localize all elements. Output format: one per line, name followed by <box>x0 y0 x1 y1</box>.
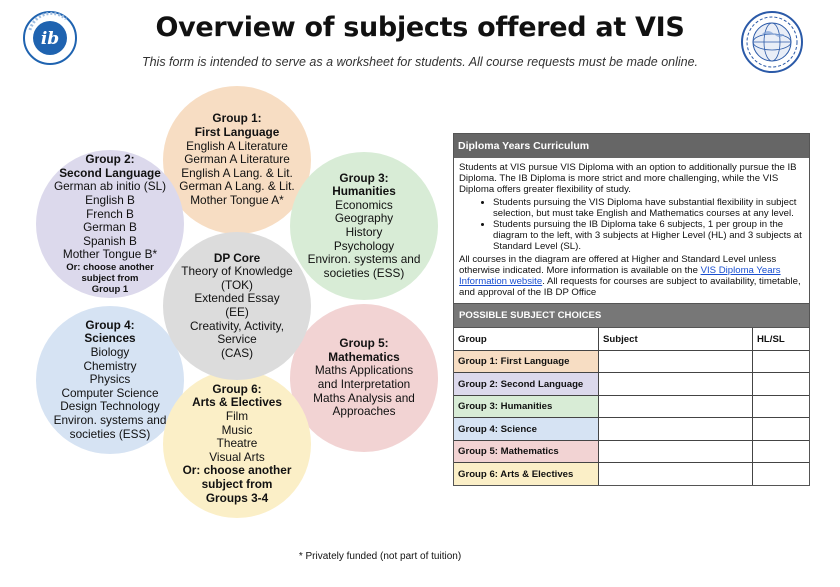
page-subtitle: This form is intended to serve as a worksheet for students. All course requests must be made online. <box>141 55 699 69</box>
group-1-circle <box>163 86 311 234</box>
group-cell: Group 5: Mathematics <box>454 440 599 463</box>
panel-bullets <box>459 197 804 253</box>
group-4-subtitle: Sciences <box>84 331 136 346</box>
group-3-item: History <box>345 225 383 239</box>
footnote: * Privately funded (not part of tuition) <box>298 551 462 562</box>
group-6-item: Theatre <box>216 436 258 451</box>
group-2-item: German ab initio (SL) <box>53 179 167 194</box>
group-4-circle <box>36 306 184 454</box>
level-cell[interactable] <box>753 395 810 418</box>
group-6-item: Visual Arts <box>209 449 265 464</box>
group-4-item: Design Technology <box>60 399 160 414</box>
svg-text:ib: ib <box>40 29 60 49</box>
panel-header: Diploma Years Curriculum <box>454 134 809 158</box>
column-header: Group <box>454 328 599 350</box>
group-cell: Group 3: Humanities <box>454 395 599 418</box>
group-4-item: Physics <box>89 372 131 387</box>
table-header-row <box>454 328 809 350</box>
group-2-circle <box>36 150 184 298</box>
group-5-item: Approaches <box>332 404 396 419</box>
group-4-title: Group 4: <box>85 317 135 332</box>
group-4-item: societies (ESS) <box>69 426 151 441</box>
group-1-item: English A Literature <box>186 138 288 153</box>
dp-core-title: DP Core <box>213 250 261 265</box>
group-1-item: German A Literature <box>184 152 290 167</box>
group-2-item: English B <box>85 192 135 207</box>
group-6-circle <box>163 370 311 518</box>
subject-choices-table <box>454 328 809 485</box>
dp-core-circle <box>163 232 311 380</box>
dp-core-item: Theory of Knowledge <box>181 264 293 279</box>
table-row <box>454 395 809 418</box>
group-cell: Group 2: Second Language <box>454 373 599 396</box>
level-cell[interactable] <box>753 373 810 396</box>
group-1-subtitle: First Language <box>194 125 280 140</box>
dp-core-item: (TOK) <box>221 277 253 292</box>
column-header: Subject <box>599 328 753 350</box>
group-5-subtitle: Mathematics <box>328 349 400 364</box>
panel-intro: Students at VIS pursue VIS Diploma with an option to additionally pursue the IB Diploma. The IB Diploma is more strict and more challenging, while the VIS Diploma offers greater flexibility of study. <box>459 162 797 196</box>
dp-core-item: Extended Essay <box>194 291 280 306</box>
group-3-subtitle: Humanities <box>332 184 396 199</box>
group-4-item: Computer Science <box>61 385 159 400</box>
group-1-item: Mother Tongue A* <box>190 192 284 207</box>
level-cell[interactable] <box>753 350 810 373</box>
column-header: HL/SL <box>753 328 810 350</box>
group-1-title: Group 1: <box>212 111 262 126</box>
table-row <box>454 463 809 485</box>
dp-core-item: (CAS) <box>220 345 254 360</box>
subject-cell[interactable] <box>599 373 753 396</box>
group-cell: Group 1: First Language <box>454 350 599 373</box>
group-5-item: and Interpretation <box>317 377 411 391</box>
table-row <box>454 418 809 441</box>
group-6-title: Group 6: <box>212 381 262 396</box>
group-2-item: German B <box>83 220 137 235</box>
vis-diploma-info-link[interactable]: VIS Diploma Years Information website <box>459 264 781 288</box>
dp-core-item: Creativity, Activity, <box>190 318 284 333</box>
group-3-title: Group 3: <box>339 170 389 185</box>
table-row <box>454 440 809 463</box>
panel-outro-text: All courses in the diagram are offered at Higher and Standard Level unless otherwise indicated. More information is available on the <box>459 253 777 276</box>
page-title: Overview of subjects offered at VIS <box>155 12 685 43</box>
group-6-note: Groups 3-4 <box>205 490 269 505</box>
group-6-item: Film <box>225 409 249 424</box>
choices-header: POSSIBLE SUBJECT CHOICES <box>454 304 809 328</box>
group-2-item: Spanish B <box>83 233 137 248</box>
level-cell[interactable] <box>753 440 810 463</box>
group-1-item: German A Lang. & Lit. <box>179 179 295 194</box>
group-4-item: Environ. systems and <box>53 412 167 427</box>
group-5-item: Maths Analysis and <box>313 390 415 405</box>
group-cell: Group 4: Science <box>454 418 599 441</box>
table-row <box>454 373 809 396</box>
panel-body <box>454 158 809 304</box>
group-2-item: French B <box>86 206 134 221</box>
dp-core-item: Service <box>217 332 257 347</box>
group-3-item: Geography <box>334 211 394 226</box>
panel-bullet: • Students pursuing the VIS Diploma have substantial flexibility in subject selection, but must take English and Mathematics courses at any level. <box>493 197 804 219</box>
group-6-note: subject from <box>201 476 273 491</box>
group-2-note: Or: choose another <box>66 261 154 273</box>
subject-cell[interactable] <box>599 395 753 418</box>
group-4-item: Chemistry <box>83 358 137 373</box>
group-5-circle <box>290 304 438 452</box>
curriculum-panel <box>453 133 810 486</box>
group-2-item: Mother Tongue B* <box>62 247 158 262</box>
group-cell: Group 6: Arts & Electives <box>454 463 599 485</box>
group-3-item: societies (ESS) <box>323 265 405 280</box>
group-5-item: Maths Applications <box>314 363 414 378</box>
level-cell[interactable] <box>753 463 810 485</box>
group-2-subtitle: Second Language <box>59 165 161 180</box>
subject-cell[interactable] <box>599 440 753 463</box>
group-4-item: Biology <box>90 345 130 360</box>
subject-cell[interactable] <box>599 463 753 485</box>
dp-core-item: (EE) <box>225 305 249 319</box>
group-2-note: Group 1 <box>91 283 129 295</box>
group-3-circle <box>290 152 438 300</box>
group-6-item: Music <box>221 422 253 437</box>
panel-outro <box>459 254 804 299</box>
group-6-subtitle: Arts & Electives <box>192 395 282 410</box>
subject-cell[interactable] <box>599 418 753 441</box>
group-2-title: Group 2: <box>85 152 135 167</box>
group-6-note: Or: choose another <box>182 463 292 478</box>
group-1-item: English A Lang. & Lit. <box>181 165 293 180</box>
group-3-item: Economics <box>335 197 393 212</box>
group-2-note: subject from <box>81 272 139 284</box>
panel-outro-text: . All requests for courses are subject to availability, timetable, and approval of the IB DP Office <box>459 276 801 299</box>
group-3-item: Psychology <box>333 238 395 253</box>
group-3-item: Environ. systems and <box>307 252 421 267</box>
panel-bullet: • Students pursuing the IB Diploma take 6 subjects, 1 per group in the diagram to the left, with 3 subjects at Higher Level (HL) and 3 subjects at Standard Level (SL). <box>493 219 804 253</box>
subject-cell[interactable] <box>599 350 753 373</box>
level-cell[interactable] <box>753 418 810 441</box>
table-row <box>454 350 809 373</box>
group-5-title: Group 5: <box>339 336 389 351</box>
